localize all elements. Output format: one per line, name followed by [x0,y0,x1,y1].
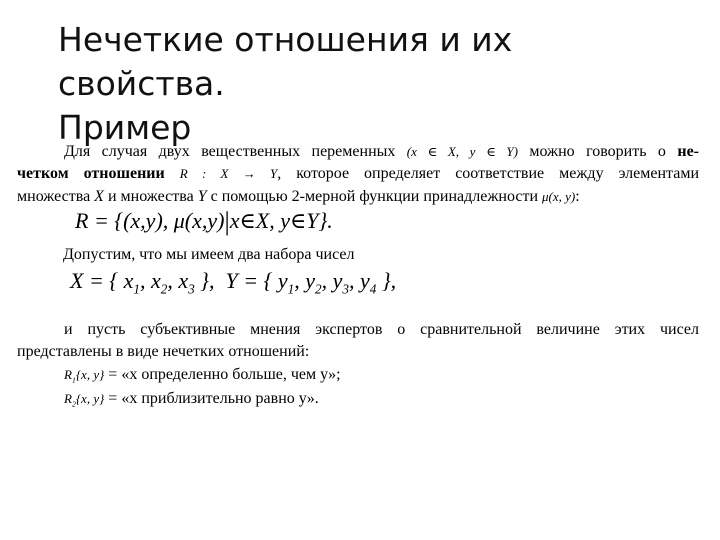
paragraph-3-line-1: и пусть субъективные мнения экспертов о сравнительной величине этих чисел [64,321,699,338]
slide-title [58,18,678,150]
relation-1: $R_1\{x$, y} = «x определенно больше, чем y»; [64,366,341,385]
relation-symbol: $R_1\{x$, y} [64,367,105,385]
paragraph-1-line-2: четком отношении R : X → Y, которое определяет соответствие между элементами [17,165,700,182]
relation-2: $R_2\{x$, y} = «x приблизительно равно y». [64,390,319,409]
formula-fuzzy-relation: R = {(x,y), μ(x,y)|x∈X, y∈Y}. [75,207,333,236]
relation-symbol: $R_2\{x$, y} [64,391,105,409]
paragraph-1-line-3: множества X и множества Y с помощью 2-мерной функции принадлежности μ(x, y): [17,188,580,205]
math-membership-function: μ(x, y) [542,189,576,204]
paragraph-2: Допустим, что мы имеем два набора чисел [63,246,355,263]
paragraph-1-line-1: Для случая двух вещественных переменных (x ∈ X, y ∈ Y) можно говорить о не- [64,143,699,160]
title-line-2: Пример [58,108,192,147]
formula-sets: X = { $x_1$, $x_2$, $x_3$ }, Y = { $y_1$, $y_2$, $y_3$, $y_4$ }, [70,268,397,297]
math-R-mapping: R : X → Y [179,166,278,181]
title-line-1: Нечеткие отношения и их свойства. [58,20,513,103]
paragraph-3-line-2: представлены в виде нечетких отношений: [17,343,310,360]
math-x-in-X: (x ∈ X, y ∈ Y) [406,144,518,159]
term-fuzzy-relation: четком отношении [17,165,165,182]
